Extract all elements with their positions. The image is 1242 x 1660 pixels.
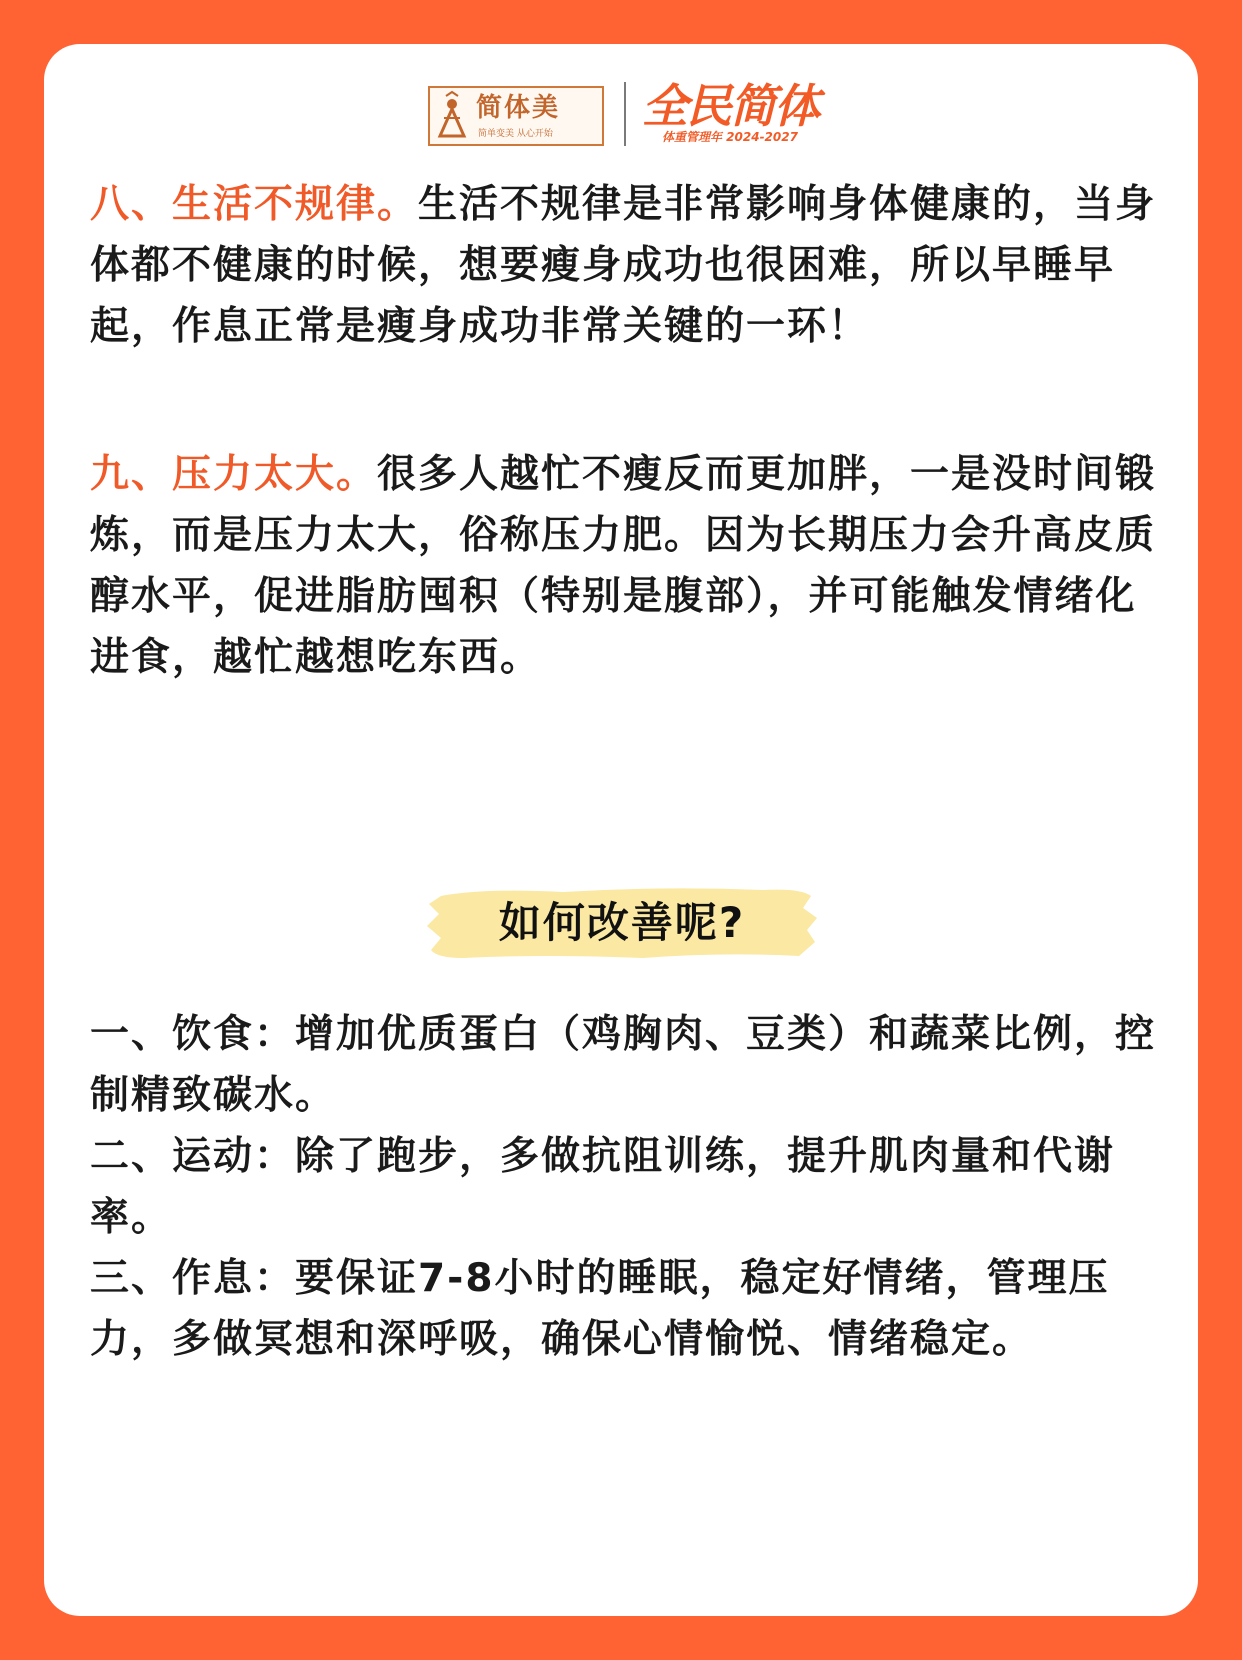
tip-item: 二、运动：除了跑步，多做抗阻训练，提升肌肉量和代谢率。 — [90, 1134, 1116, 1240]
header-logos — [44, 72, 1198, 180]
improve-title: 如何改善呢? — [498, 898, 746, 947]
content-card — [44, 44, 1198, 1616]
section-irregular-life — [90, 174, 1160, 357]
dancer-icon — [430, 88, 474, 144]
brand-logo-right-tagline: 体重管理年 2024-2027 — [662, 130, 798, 144]
brand-logo-right — [642, 78, 842, 154]
section-stress — [90, 444, 1160, 688]
improve-tips — [90, 1004, 1170, 1370]
tip-item: 一、饮食：增加优质蛋白（鸡胸肉、豆类）和蔬菜比例，控制精致碳水。 — [90, 1012, 1157, 1118]
brand-logo-left-tagline: 简单变美 从心开始 — [478, 129, 553, 139]
section-heading: 九、压力太大。 — [90, 452, 378, 497]
brand-logo-left — [428, 86, 604, 146]
section-body: 很多人越忙不瘦反而更加胖，一是没时间锻炼，而是压力太大，俗称压力肥。因为长期压力会升高皮质醇水平，促进脂肪囤积（特别是腹部），并可能触发情绪化进食，越忙越想吃东西。 — [90, 452, 1157, 680]
improve-heading — [423, 882, 821, 964]
brand-logo-left-name: 简体美 — [476, 93, 561, 123]
section-body: 生活不规律是非常影响身体健康的，当身体都不健康的时候，想要瘦身成功也很困难，所以早睡早起，作息正常是瘦身成功非常关键的一环！ — [90, 182, 1157, 349]
brand-logo-right-name: 全民简体 — [642, 79, 818, 133]
logo-divider — [624, 82, 626, 146]
tip-item: 三、作息：要保证7-8小时的睡眠，稳定好情绪，管理压力，多做冥想和深呼吸，确保心情愉悦、情绪稳定。 — [90, 1256, 1110, 1362]
section-heading: 八、生活不规律。 — [90, 182, 419, 227]
